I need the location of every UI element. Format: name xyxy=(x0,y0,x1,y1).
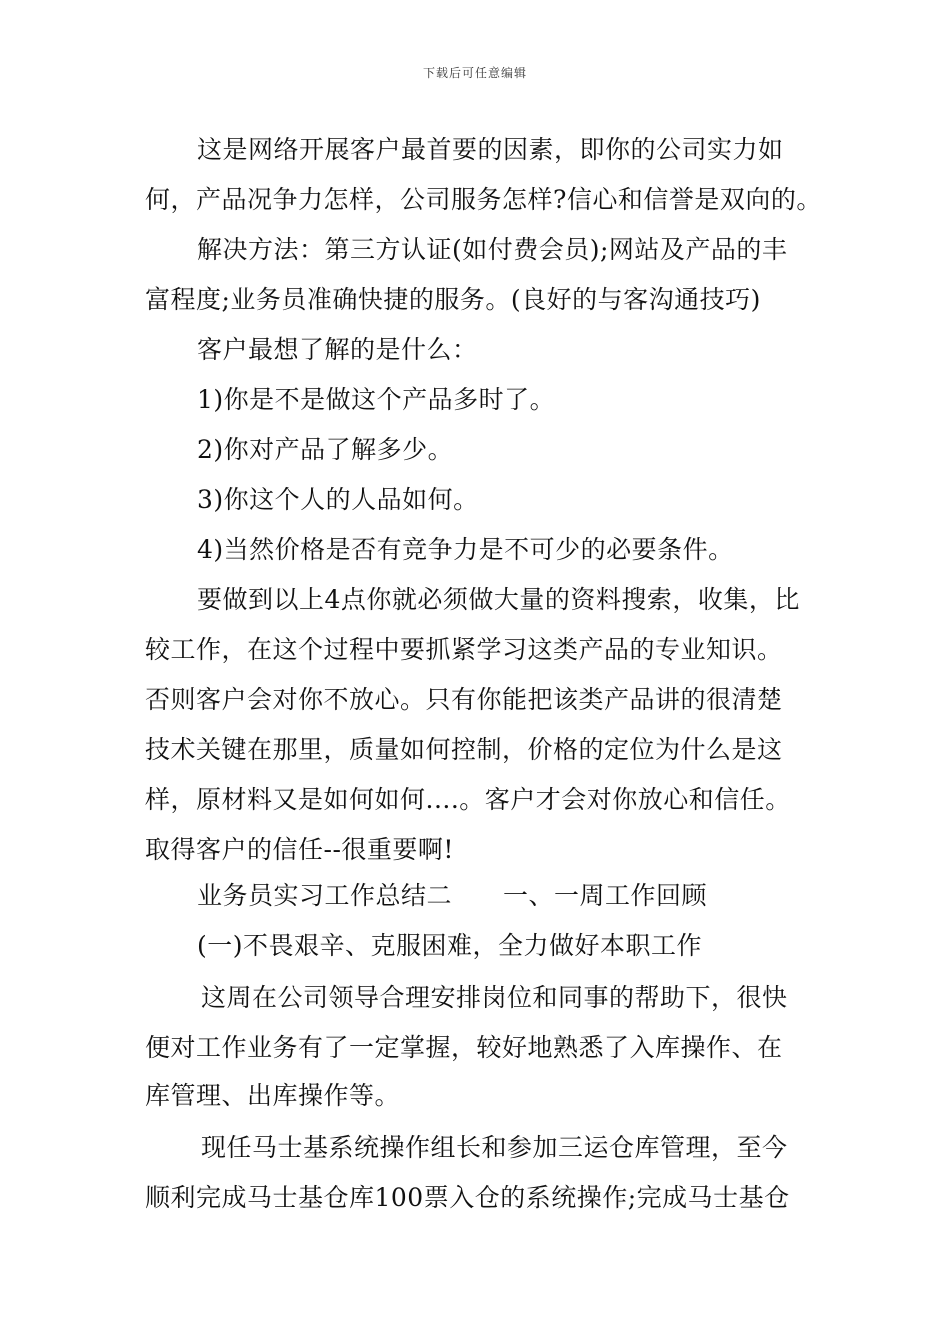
text-line: 否则客户会对你不放心。只有你能把该类产品讲的很清楚 xyxy=(145,685,783,714)
text-line: 1)你是不是做这个产品多时了。 xyxy=(197,385,556,414)
text-line: 便对工作业务有了一定掌握，较好地熟悉了入库操作、在 xyxy=(145,1033,783,1062)
text-line: 富程度;业务员准确快捷的服务。(良好的与客沟通技巧) xyxy=(145,285,761,314)
section-heading: 业务员实习工作总结二 一、一周工作回顾 xyxy=(197,881,708,910)
text-line: 现任马士基系统操作组长和参加三运仓库管理，至今 xyxy=(201,1133,788,1162)
text-line: 要做到以上4点你就必须做大量的资料搜索，收集，比 xyxy=(197,585,800,614)
text-line: 4)当然价格是否有竞争力是不可少的必要条件。 xyxy=(197,535,734,564)
text-line: 样，原材料又是如何如何....。客户才会对你放心和信任。 xyxy=(145,785,791,814)
page-header: 下载后可任意编辑 xyxy=(422,66,527,80)
text-line: 技术关键在那里，质量如何控制，价格的定位为什么是这 xyxy=(145,735,783,764)
text-line: 客户最想了解的是什么： xyxy=(197,335,478,364)
text-line: 何，产品况争力怎样，公司服务怎样?信心和信誉是双向的。 xyxy=(145,185,822,214)
subsection-heading: (一)不畏艰辛、克服困难，全力做好本职工作 xyxy=(197,931,703,960)
text-line: 顺利完成马士基仓库100票入仓的系统操作;完成马士基仓 xyxy=(145,1183,790,1212)
text-line: 3)你这个人的人品如何。 xyxy=(197,485,479,514)
text-line: 这周在公司领导合理安排岗位和同事的帮助下，很快 xyxy=(201,983,788,1012)
text-line: 这是网络开展客户最首要的因素，即你的公司实力如 xyxy=(197,135,784,164)
text-line: 较工作，在这个过程中要抓紧学习这类产品的专业知识。 xyxy=(145,635,783,664)
text-line: 解决方法：第三方认证(如付费会员);网站及产品的丰 xyxy=(197,235,788,264)
text-line: 库管理、出库操作等。 xyxy=(145,1081,401,1110)
text-line: 2)你对产品了解多少。 xyxy=(197,435,454,464)
text-line: 取得客户的信任--很重要啊! xyxy=(145,835,454,864)
